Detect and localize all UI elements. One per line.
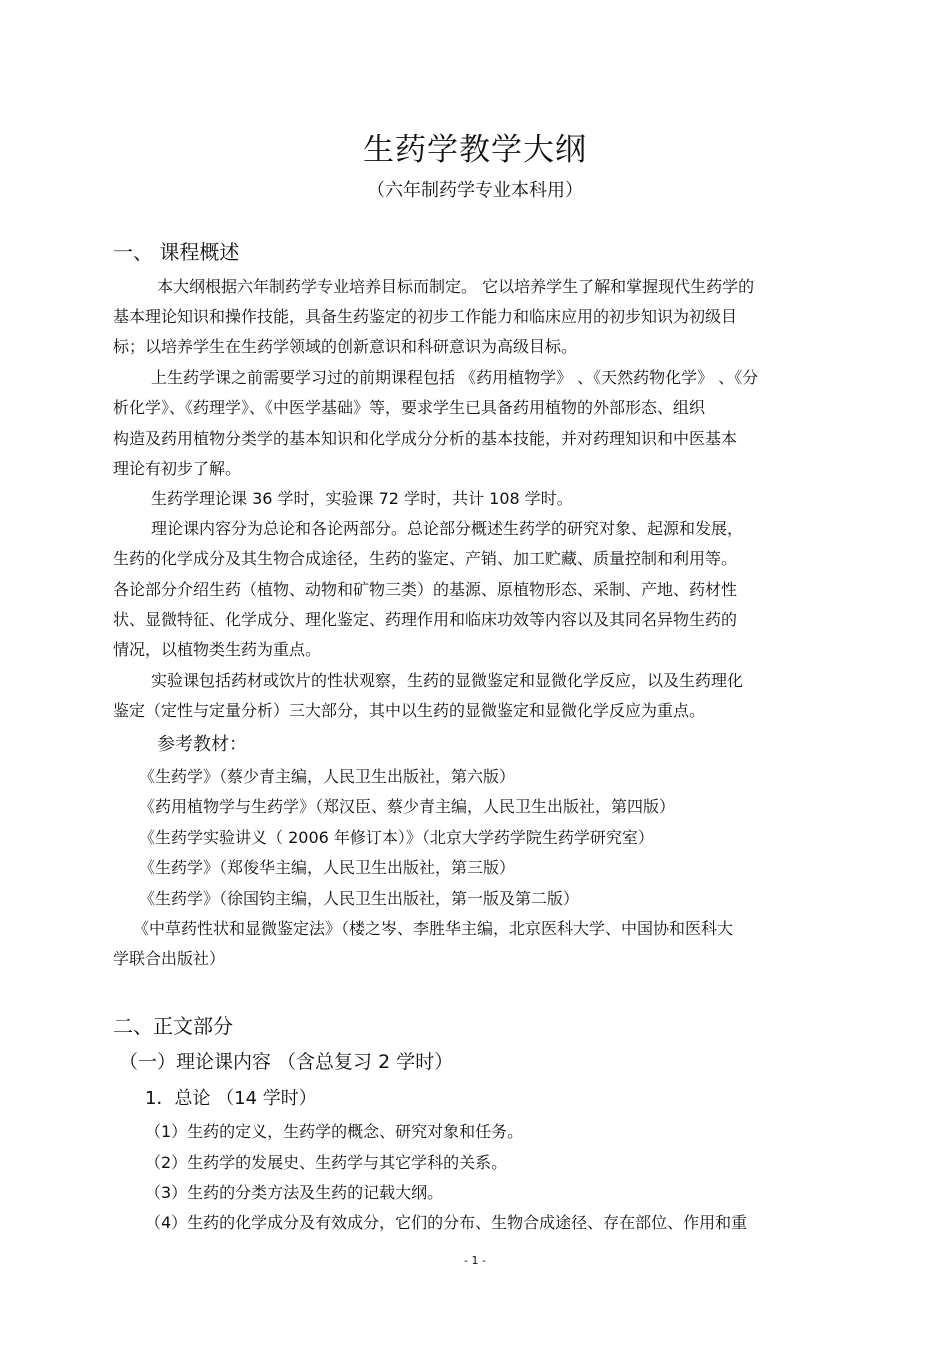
reference-item: 学联合出版社） <box>113 949 226 968</box>
paragraph-line: 实验课包括药材或饮片的性状观察，生药的显微鉴定和显微化学反应，以及生药理化 <box>151 671 744 690</box>
paragraph-line: 情况，以植物类生药为重点。 <box>113 640 322 659</box>
reference-item: 《生药学实验讲义（ 2006 年修订本）》（北京大学药学院生药学研究室） <box>139 828 654 847</box>
subsection-heading-theory: （一）理论课内容 （含总复习 2 学时） <box>119 1051 454 1073</box>
section-heading-main: 二、正文部分 <box>113 1014 233 1038</box>
references-label: 参考教材： <box>157 734 247 755</box>
reference-item: 《生药学》（徐国钧主编，人民卫生出版社，第一版及第二版） <box>139 889 580 908</box>
numbered-item: （4）生药的化学成分及有效成分，它们的分布、生物合成途径、存在部位、作用和重 <box>145 1213 748 1232</box>
paragraph-line: 生药的化学成分及其生物合成途径，生药的鉴定、产销、加工贮藏、质量控制和利用等。 <box>113 549 738 568</box>
document-title: 生药学教学大纲 <box>363 132 587 168</box>
paragraph-line: 鉴定（定性与定量分析）三大部分，其中以生药的显微鉴定和显微化学反应为重点。 <box>113 701 706 720</box>
paragraph-line: 本大纲根据六年制药学专业培养目标而制定。 它以培养学生了解和掌握现代生药学的 <box>157 277 755 296</box>
reference-item: 《药用植物学与生药学》（郑汉臣、蔡少青主编，人民卫生出版社，第四版） <box>139 797 676 816</box>
paragraph-line: 理论课内容分为总论和各论两部分。总论部分概述生药学的研究对象、起源和发展， <box>151 519 744 538</box>
item-heading-general: 1．总论 （14 学时） <box>145 1088 317 1109</box>
paragraph-line: 基本理论知识和操作技能，具备生药鉴定的初步工作能力和临床应用的初步知识为初级目 <box>113 307 738 326</box>
paragraph-line: 构造及药用植物分类学的基本知识和化学成分分析的基本技能，并对药理知识和中医基本 <box>113 429 738 448</box>
paragraph-line: 各论部分介绍生药（植物、动物和矿物三类）的基源、原植物形态、采制、产地、药材性 <box>113 580 738 599</box>
reference-item: 《中草药性状和显微鉴定法》（楼之岑、李胜华主编，北京医科大学、中国协和医科大 <box>133 919 734 938</box>
paragraph-line: 析化学》、《药理学》、《中医学基础》等，要求学生已具备药用植物的外部形态、组织 <box>113 398 706 417</box>
paragraph-line: 理论有初步了解。 <box>113 459 242 478</box>
paragraph-line: 上生药学课之前需要学习过的前期课程包括 《药用植物学》 、《天然药物化学》 、《分 <box>151 368 759 387</box>
paragraph-line: 状、显微特征、化学成分、理化鉴定、药理作用和临床功效等内容以及其同名异物生药的 <box>113 610 738 629</box>
numbered-item: （2）生药学的发展史、生药学与其它学科的关系。 <box>145 1153 508 1172</box>
paragraph-line: 标；以培养学生在生药学领域的创新意识和科研意识为高级目标。 <box>113 337 578 356</box>
page-number: - 1 - <box>464 1254 486 1267</box>
numbered-item: （1）生药的定义，生药学的概念、研究对象和任务。 <box>145 1122 524 1141</box>
document-subtitle: （六年制药学专业本科用） <box>367 180 583 201</box>
reference-item: 《生药学》（蔡少青主编，人民卫生出版社，第六版） <box>139 767 516 786</box>
reference-item: 《生药学》（郑俊华主编，人民卫生出版社，第三版） <box>139 858 516 877</box>
paragraph-line: 生药学理论课 36 学时，实验课 72 学时，共计 108 学时。 <box>151 489 573 508</box>
numbered-item: （3）生药的分类方法及生药的记载大纲。 <box>145 1183 444 1202</box>
section-heading-overview: 一、 课程概述 <box>113 240 240 264</box>
